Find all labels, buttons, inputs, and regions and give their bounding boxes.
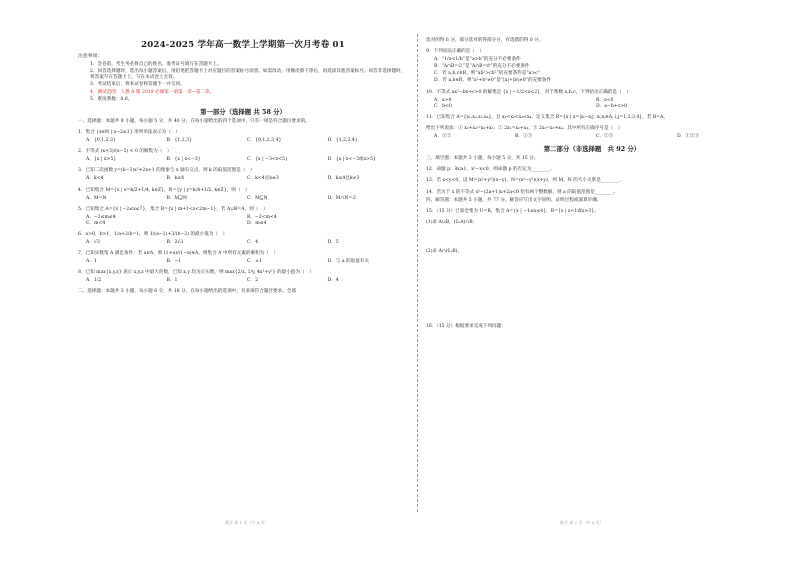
option-b: B．{x | x<−3} xyxy=(166,157,201,163)
option-d: D．k≤4且k≠3 xyxy=(327,176,360,182)
question-9-stem: 9．下列说法正确的是（ ） xyxy=(426,49,485,55)
question-1-options xyxy=(86,138,408,144)
section-intro-3: 三、填空题：本题共 3 小题，每小题 5 分，共 15 分。 xyxy=(426,156,539,162)
question-7-options xyxy=(86,259,408,265)
question-14: 14．若关于 x 的不等式 x²−(2a+1)x+2a<0 恰有两个整数解，则 a 的取值范围是________。 xyxy=(426,189,618,195)
question-15-part-1: (1)求 A∪B，(∁ᵤA)∩B； xyxy=(426,219,478,225)
question-5-options xyxy=(86,215,408,227)
question-3-options xyxy=(86,176,408,182)
question-8-options xyxy=(86,278,408,284)
option-c: C．{0,1,2,3,4} xyxy=(247,138,282,144)
option-a: A．{0,1,2,3} xyxy=(86,138,116,144)
footer-page-right: 数学 第 2 页（共 4 页） xyxy=(560,520,604,525)
option-c: C．4 xyxy=(247,240,259,246)
section-intro-2-continued: 选对的得 6 分，部分选对的得部分分，有选错的得 0 分。 xyxy=(426,38,544,43)
left-column xyxy=(78,36,408,298)
question-3-stem: 3．已知二次函数 y=(k−3)x²+2x+1 的图象与 x 轴有交点，则 k 的取值范围是（ ） xyxy=(78,168,255,174)
option-a: A．1 xyxy=(86,259,97,265)
notice-item: 3．考试结束后，将本试卷和答题卡一并交回。 xyxy=(90,82,185,88)
option-c: C．±1 xyxy=(247,259,262,265)
notice-item: 1．答卷前，考生务必将自己的姓名、准考证号填写在答题卡上。 xyxy=(90,62,222,68)
notice-heading: 注意事项： xyxy=(78,54,102,60)
question-1-stem: 1．集合 {x∈N | x−2≤1} 用列举法表示为（ ） xyxy=(78,129,181,135)
question-5-stem: 5．已知集合 A={x | −2≤x≤7}，集合 B={x | m+1<x<2m−1}，若 A∪B=A，则（ ） xyxy=(78,206,268,212)
question-10-options xyxy=(434,98,758,110)
option-a: A．√3 xyxy=(86,240,100,246)
option-a: A．①② xyxy=(434,134,452,140)
option-c: C．b<0 xyxy=(434,103,452,109)
option-b: B．k≤4 xyxy=(166,176,185,182)
option-c: C．{x | −3<x<5} xyxy=(247,157,288,163)
section-intro-4: 四、解答题：本题共 5 小题，共 77 分。解答应写出文字说明、证明过程或演算步骤。 xyxy=(426,197,602,203)
option-a: A．1/2 xyxy=(86,278,102,284)
question-8-stem: 8．已知 max{x,y,z} 表示 x,y,z 中最大的数，已知 x,y 均为正实数，则 max{2/x, 1/y, 4x²+y²} 的最小值为（ ） xyxy=(78,270,314,276)
notice-item: 2．回答选择题时，选出每小题答案后，用铅笔把答题卡上对应题目的答案标号涂黑。如需改动，用橡皮擦干净后，再选涂其他答案标号。回答非选择题时，将答案写在答题卡上。写在本试卷上无效。 xyxy=(90,69,406,81)
option-a: A．−2≤m≤4 xyxy=(86,214,116,220)
option-d: D．5 xyxy=(327,240,339,246)
option-b: B．2√3 xyxy=(166,240,184,246)
question-6-stem: 6．a>0，b>1，1/a+2/b=1，则 1/(a−1)+3/(b−2) 的最小值为（ ） xyxy=(78,231,228,237)
option-c: C．k<4且k≠3 xyxy=(247,176,279,182)
question-16-stem: 16．（15 分）根据要求完成下列问题： xyxy=(426,323,506,329)
option-c: C．若 a,b,c∈R，则“ab²>cb²”的充要条件是“a>c” xyxy=(434,71,541,77)
option-c: C．m<4 xyxy=(86,220,106,226)
question-2-stem: 2．不等式 (x+3)/(x−5) < 0 的解集为（ ） xyxy=(78,149,172,155)
part2-title: 第二部分（非选择题 共 92 分） xyxy=(543,145,641,154)
question-11-stem: 11．已知集合 A={x₁,x₂,x₃,x₄}，且 x₁<x₂<x₃<x₄，定义集合 B={x | x=|xᵢ−xⱼ|, xᵢ,xⱼ∈A, i,j=1,2,3,4}，若 B=A， xyxy=(426,114,668,120)
option-d: D．若 a,b∈R，则“a²+b²≠0”是“|a|+|b|≠0”的充要条件 xyxy=(434,78,551,84)
option-d: D．a−b+c>0 xyxy=(596,103,627,109)
right-column xyxy=(426,36,758,332)
section-intro-2: 二、选择题：本题共 3 小题，每小题 6 分，共 18 分。在每小题给出的选项中，有多项符合题目要求。全部 xyxy=(78,288,296,294)
option-a: A．M=N xyxy=(86,195,107,201)
option-d: D．M∩N=∅ xyxy=(327,195,357,201)
notice-item: 5．难度系数：0.6。 xyxy=(90,96,133,102)
question-9-options xyxy=(434,57,758,84)
option-d: D．m≤4 xyxy=(247,220,267,226)
option-a: A．“1/a<1/b”是“a>b”的充分不必要条件 xyxy=(434,57,521,63)
option-c: C．2 xyxy=(247,278,259,284)
question-11-options xyxy=(434,134,758,140)
option-c: C．②③ xyxy=(596,134,614,140)
option-b: B．−2<m<4 xyxy=(247,214,277,220)
question-4-stem: 4．已知集合 M={x | x=k/2+1/4, k∈Z}，N={y | y=k/4+1/2, k∈Z}，则（ ） xyxy=(78,187,250,193)
option-d: D．4 xyxy=(327,278,339,284)
question-13: 13．若 x<y<0，设 M=(x²+y²)(x−y)，N=(x²−y²)(x+y)，则 M，N 的大小关系是________。 xyxy=(426,178,624,184)
footer-page-left: 数学 第 1 页（共 4 页） xyxy=(225,520,269,525)
option-b: B．−1 xyxy=(166,259,182,265)
question-7-stem: 7．已知实数集 A 满足条件：若 a∈A，则 (1+a)/(1−a)∈A，则集合 A 中所有元素的乘积为（ ） xyxy=(78,251,279,257)
answer-space xyxy=(426,257,758,319)
question-6-options xyxy=(86,240,408,246)
option-b: B．M⊇N xyxy=(166,195,188,201)
part1-title: 第一部分（选择题 共 58 分） xyxy=(200,107,286,116)
answer-space xyxy=(426,228,758,244)
option-b: B．1 xyxy=(166,278,178,284)
option-a: A．{x | x>5} xyxy=(86,157,117,163)
question-12: 12．命题 p：∃x≥1，x²−x<0，则命题 p 的否定为________。 xyxy=(426,167,555,173)
option-d: D．{1,2,3,4} xyxy=(327,138,358,144)
notice-item-scope: 4．测试范围：人教 A 版 2019 必修第一册第一章~第二章。 xyxy=(90,89,215,95)
option-d: D．与 a 的取值有关 xyxy=(327,259,369,265)
option-a: A．k<4 xyxy=(86,176,104,182)
option-b: B．“A∩B=∅”是“A∩B=∅”的充分不必要条件 xyxy=(434,64,530,70)
page-title: 2024-2025 学年高一数学上学期第一次月考卷 01 xyxy=(141,40,345,50)
option-b: B．a<0 xyxy=(596,97,614,103)
option-b: B．①③ xyxy=(515,134,533,140)
question-2-options xyxy=(86,157,408,163)
option-a: A．a>0 xyxy=(434,97,452,103)
option-b: B．{1,2,3} xyxy=(166,138,193,144)
question-11-stem-2: 给出下列说法：① x₁+x₄=x₂+x₃；② 2x₁=x₂+x₃；③ 2x₂=x₃+x₄；其中所有正确序号是（ ） xyxy=(426,125,623,131)
option-d: D．{x | x<−3或x>5} xyxy=(327,157,376,163)
option-d: D．①②③ xyxy=(677,134,700,140)
question-10-stem: 10．不等式 ax²−bx+c>0 的解集是 {x | −1/2<x<2}，对于系数 a,b,c，下列结论正确的是（ ） xyxy=(426,89,631,95)
question-15-part-2: (2)求 A∩(∁ᵤB)。 xyxy=(426,248,463,254)
question-4-options xyxy=(86,196,408,202)
option-c: C．M⊆N xyxy=(247,195,268,201)
column-divider xyxy=(417,34,418,512)
question-15-stem: 15．（13 分）已知全集为 U=R，集合 A={x | −1≤x≤4}，B={x | x<1或x>3}。 xyxy=(426,208,599,214)
section-intro-1: 一、选择题：本题共 8 小题，每小题 5 分，共 40 分。在每小题给出的四个选项中，只有一项是符合题目要求的。 xyxy=(78,118,310,124)
